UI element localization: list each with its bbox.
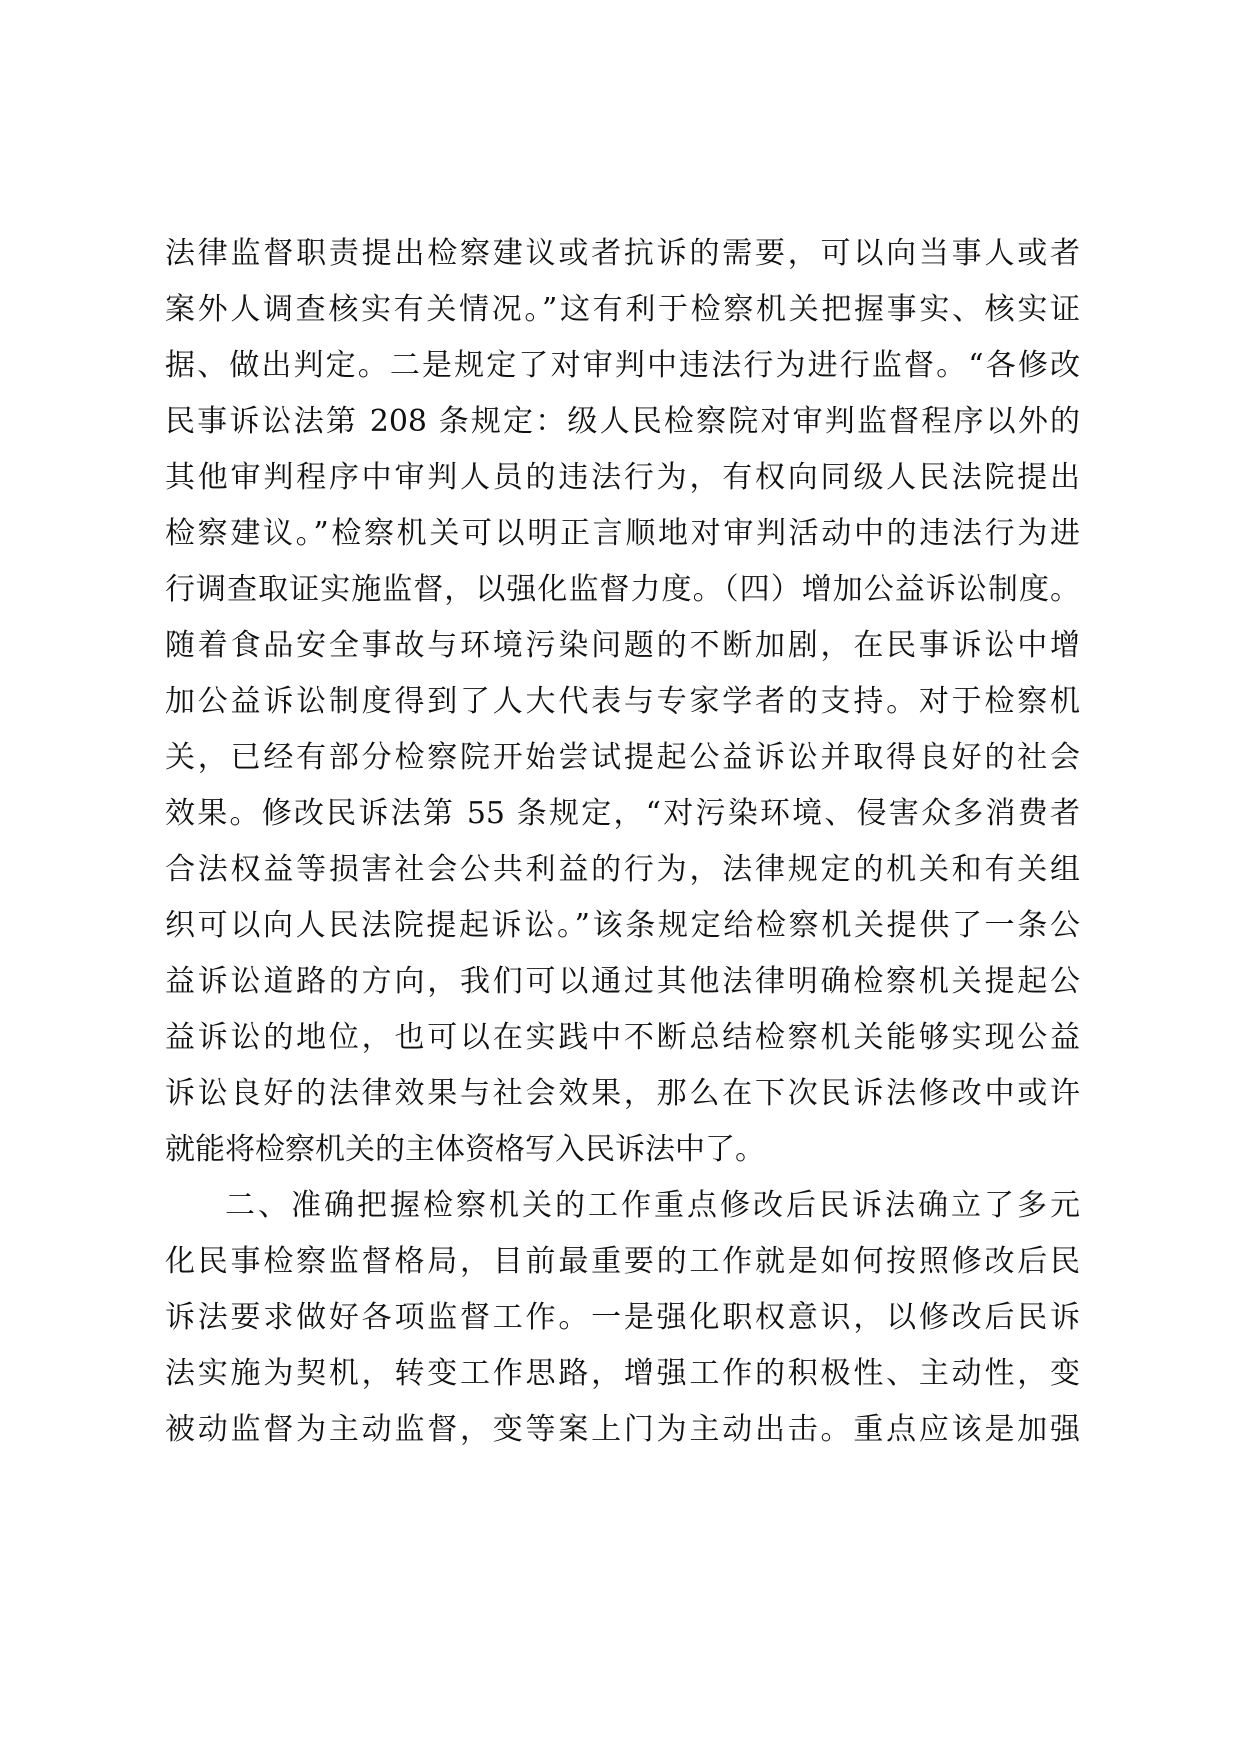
paragraph-end-line: 就能将检察机关的主体资格写入民诉法中了。 (165, 1132, 765, 1167)
text-line: 被动监督为主动监督，变等案上门为主动出击。重点应该是加强 (165, 1412, 1080, 1447)
text-line: 关，已经有部分检察院开始尝试提起公益诉讼并取得良好的社会 (165, 740, 1080, 775)
text-line: 法律监督职责提出检察建议或者抗诉的需要，可以向当事人或者 (165, 236, 1080, 271)
text-line: 诉法要求做好各项监督工作。一是强化职权意识，以修改后民诉 (165, 1300, 1080, 1335)
text-line: 合法权益等损害社会公共利益的行为，法律规定的机关和有关组 (165, 852, 1080, 887)
body-text (165, 226, 1080, 1458)
text-line: 效果。修改民诉法第 55 条规定，“对污染环境、侵害众多消费者 (165, 796, 1080, 831)
text-line: 案外人调查核实有关情况。”这有利于检察机关把握事实、核实证 (165, 292, 1080, 327)
text-line: 法实施为契机，转变工作思路，增强工作的积极性、主动性，变 (165, 1356, 1080, 1391)
text-line: 加公益诉讼制度得到了人大代表与专家学者的支持。对于检察机 (165, 684, 1080, 719)
text-line: 随着食品安全事故与环境污染问题的不断加剧，在民事诉讼中增 (165, 628, 1080, 663)
section-heading-line: 二、准确把握检察机关的工作重点修改后民诉法确立了多元 (225, 1188, 1080, 1223)
text-line: 诉讼良好的法律效果与社会效果，那么在下次民诉法修改中或许 (165, 1076, 1080, 1111)
text-line: 化民事检察监督格局，目前最重要的工作就是如何按照修改后民 (165, 1244, 1080, 1279)
text-line: 行调查取证实施监督，以强化监督力度。（四）增加公益诉讼制度。 (165, 572, 1080, 607)
text-line: 据、做出判定。二是规定了对审判中违法行为进行监督。“各修改 (165, 348, 1080, 383)
text-line: 益诉讼道路的方向，我们可以通过其他法律明确检察机关提起公 (165, 964, 1080, 999)
text-line: 织可以向人民法院提起诉讼。”该条规定给检察机关提供了一条公 (165, 908, 1080, 943)
text-line: 益诉讼的地位，也可以在实践中不断总结检察机关能够实现公益 (165, 1020, 1080, 1055)
text-line: 民事诉讼法第 208 条规定：级人民检察院对审判监督程序以外的 (165, 404, 1080, 439)
text-line: 其他审判程序中审判人员的违法行为，有权向同级人民法院提出 (165, 460, 1080, 495)
text-line: 检察建议。”检察机关可以明正言顺地对审判活动中的违法行为进 (165, 516, 1080, 551)
